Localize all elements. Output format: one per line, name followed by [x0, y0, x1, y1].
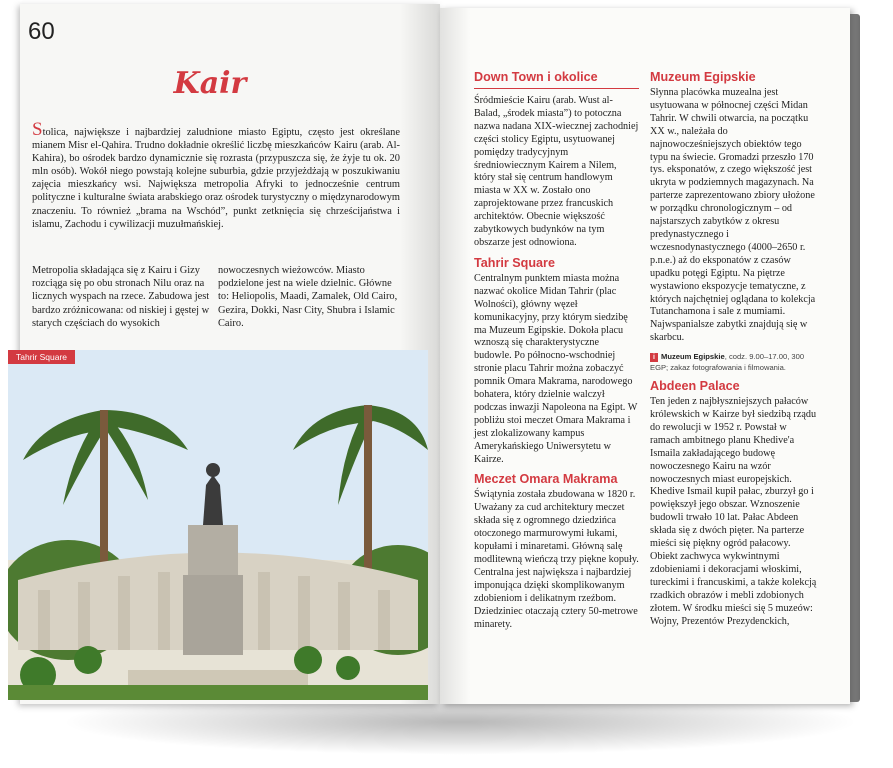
info-label: Muzeum Egipskie — [661, 352, 725, 362]
info-text: , codz. 9.00–17.00, 300 EGP; zakaz fotografowania i filmowania. — [650, 352, 805, 373]
intro-text: tolica, największe i najbardziej zaludnione miasto Egiptu, często jest określane mianem Misr el-Qahira. Trudno dokładnie określić liczbę mieszkańców Kairu (arab. Al-Kahira), bo ośrodek bardzo dynamicznie się rozrasta (przypuszcza się, że żyje tu ok. 20 mln osób). Wokół niego powstają kolejne suburbia, gdzie przyjeżdżają w poszukiwaniu zajęcia mieszkańcy wsi. Największa metropolia Afryki to jednocześnie centrum polityczne i kulturalne świata arabskiego oraz ośrodek turystyczny o międzynarodowym znaczeniu. To również „brama na Wschód”, punkt zetknięcia się chrześcijaństwa i islamu, Zachodu i cywilizacji muzułmańskiej. — [32, 127, 400, 230]
photo-caption: Tahrir Square — [8, 350, 75, 364]
right-column-b — [650, 70, 818, 634]
text-abdeen-palace: Ten jeden z najbłyszniejszych pałaców królewskich w Kairze był siedzibą rządu do rewolucji w 1952 r. Powstał w ramach ambitnego planu Khedive'a Ismaila zakładającego budowę nowoczesnego Kairu na wzór nowoczesnych miast europejskich. Khedive Ismail kupił pałac, zburzył go i powiększył jego obszar. Wznoszenie budowli trwało 10 lat. Pałac Abdeen składa się z dwóch pięter. Na parterze mieści się piękny ogród pałacowy. Obiekt zachwyca wykwintnymi zdobieniami i dekoracjami włoskimi, tureckimi i francuskimi, a także kolekcją rzadkich obrazów i mebli zdobionych złotem. W środku mieści się 5 muzeów: Wojny, Prezentów Prezydenckich, — [650, 396, 817, 627]
intro-paragraph — [32, 119, 400, 231]
heading-down-town: Down Town i okolice — [474, 70, 639, 89]
heading-egyptian-museum: Muzeum Egipskie — [650, 70, 756, 84]
tahrir-square-photo — [8, 350, 428, 700]
page-number: 60 — [28, 18, 55, 45]
museum-info-box — [650, 351, 818, 373]
heading-abdeen-palace: Abdeen Palace — [650, 379, 740, 394]
left-column-b: nowoczesnych wieżowców. Miasto podzielone jest na wiele dzielnic. Główne to: Heliopolis, Maadi, Zamalek, Old Cairo, Gezira, Dokki, Nasr City, Shubra i Islamic Cairo. — [218, 265, 398, 329]
drop-cap: S — [32, 119, 43, 140]
heading-omar-makram-mosque: Meczet Omara Makrama — [474, 472, 618, 487]
text-omar-makram-mosque: Świątynia została zbudowana w 1820 r. Uważany za cud architektury meczet składa się z ogromnego dziedzińca otoczonego marmurowymi łukami, kopułami i minaretami. Główną salę modlitewną wieńczą trzy piękne kopuły. Centralna jest największa i najbardziej imponująca dzięki skomplikowanym zdobieniom i delikatnym rzeźbom. Dziedziniec otaczają cztery 50-metrowe minarety. — [474, 489, 639, 630]
heading-tahrir-square: Tahrir Square — [474, 255, 555, 270]
text-down-town: Śródmieście Kairu (arab. Wust al-Balad, „środek miasta”) to potoczna nazwa nadana XIX-wiecznej zachodniej części stolicy Egiptu, usytuowanej pomiędzy tradycyjnym średniowiecznym Kairem a Nilem, który stał się centrum handlowym miasta w XX w. Zostało ono zaprojektowane przez francuskich architektów. Obecnie większość zabytkowych budynków na tym obszarze jest odnowiona. — [474, 95, 639, 248]
text-egyptian-museum: Słynna placówka muzealna jest usytuowana w północnej części Midan Tahrir. W chwili otwarcia, na początku XX w., należała do najnowocześniejszych obiektów tego typu na świecie. Gromadzi przeszło 170 tys. eksponatów, z czego większość jest ukryta w podziemnych magazynach. Na parterze zaprezentowano zbiory ułożone w porządku chronologicznym – od najstarszych zabytków z okresu predynastycznego i wczesnodynastycznego (4000–2650 r. p.n.e.) aż do eksponatów z czasów upadku potęgi Egiptu. Na piętrze wystawiono ekspozycje tematyczne, z których najchętniej oglądana to kolekcja Tutanchamona i sale z mumiami. Najwspanialsze zabytki znajdują się w skarbcu. — [650, 87, 816, 344]
info-icon: i — [650, 353, 658, 362]
left-column-a: Metropolia składająca się z Kairu i Gizy rozciąga się po obu stronach Nilu oraz na licznych wyspach na rzece. Zabudowa jest bardzo zróżnicowana: od niskiej i gęstej w starych częściach do wysokich — [32, 265, 210, 329]
text-tahrir-square: Centralnym punktem miasta można nazwać okolice Midan Tahrir (plac Wolności), główny węzeł komunikacyjny, przy którym siedzibę ma Muzeum Egipskie. Dokoła placu wznoszą się charakterystyczne budowle. Po północno-wschodniej stronie placu Tahrir można zobaczyć pomnik Omara Makrama, narodowego bohatera, który dzielnie walczył podczas inwazji Napoleona na Egipt. W pobliżu stoi meczet Omara Makrama i jest zlokalizowany kampus Amerykańskiego Uniwersytetu w Kairze. — [474, 272, 638, 465]
photo-illustration — [8, 350, 428, 700]
right-column-a — [474, 70, 639, 637]
page-title: Kair — [173, 66, 247, 101]
